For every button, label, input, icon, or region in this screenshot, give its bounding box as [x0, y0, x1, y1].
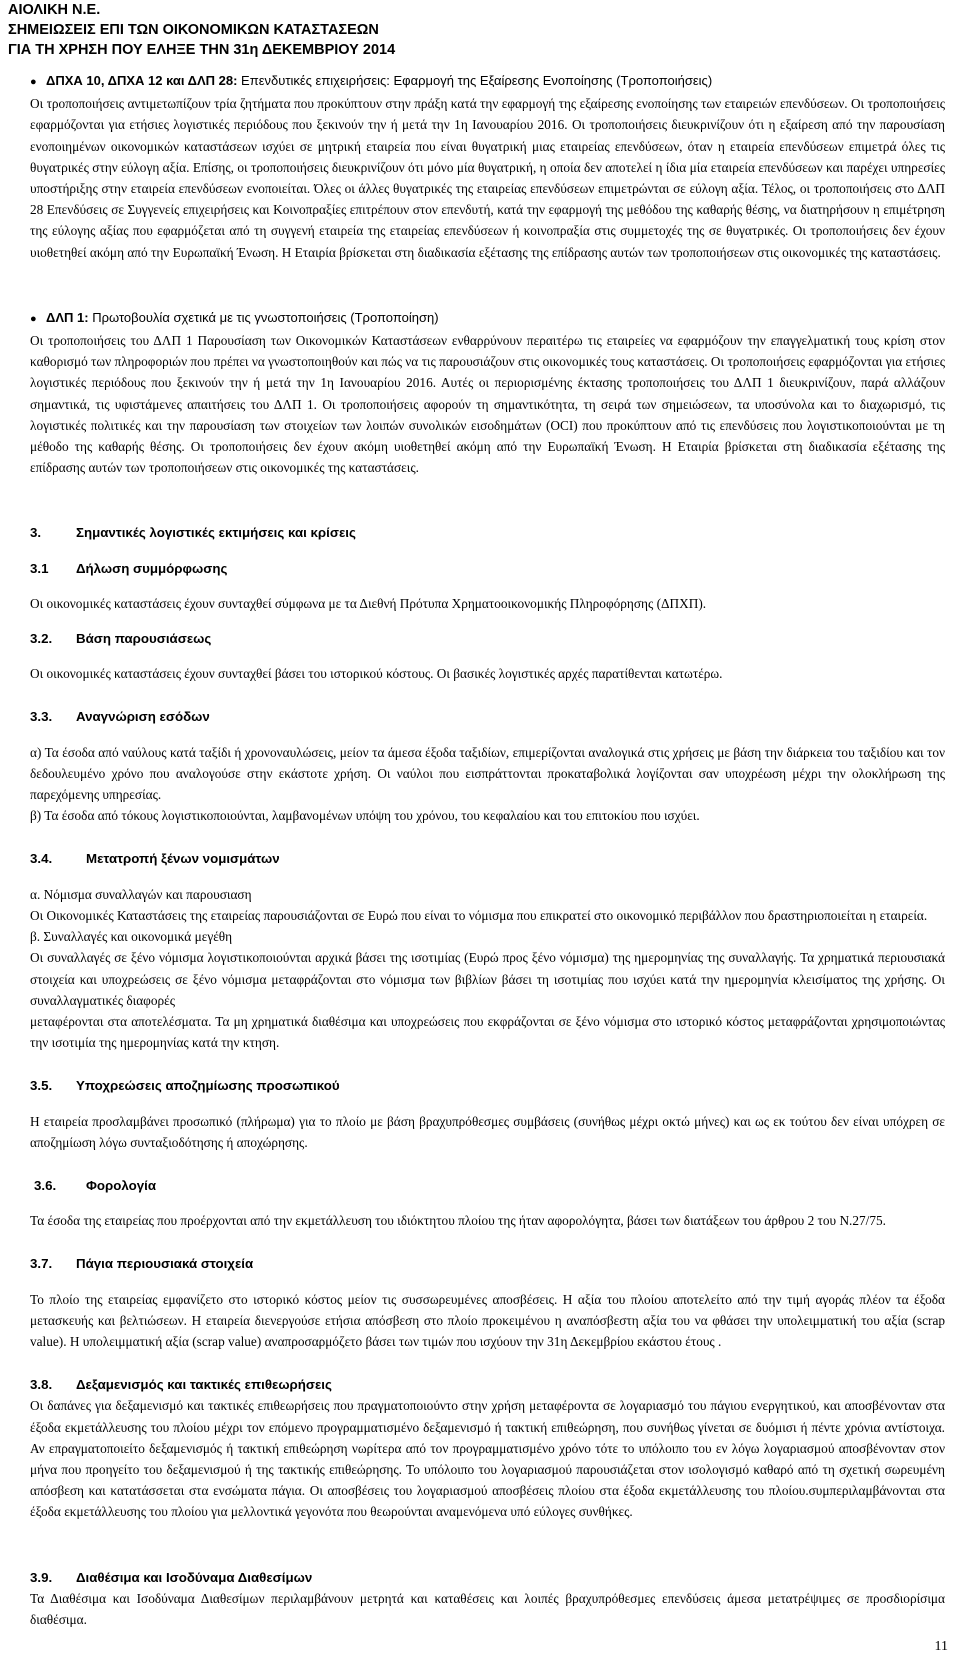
page-number: 11	[934, 1639, 948, 1654]
section-3-3-text-a: α) Τα έσοδα από ναύλους κατά ταξίδι ή χρονοναυλώσεις, μείον τα άμεσα έξοδα ταξιδίων, επιμερίζονται αναλογικά στις χρήσεις με βάση την διάρκεια του ταξιδίου και τον δεδουλευμένο χρόνο που αναλογούσε στην εκάστοτε χρήση. Οι ναύλοι που εισπράττονται προκαταβολικά λογίζονται σαν υποχρέωση μέχρι την ολοκλήρωση της παρεχόμενης υπηρεσίας.	[30, 744, 945, 803]
section-3-7-text: Το πλοίο της εταιρείας εμφανίζετο στο ιστορικό κόστος μείον τις συσσωρευμένες αποσβέσεις. Η αξία του πλοίου αποτελείτο από την τιμή αγοράς πλέον τα έξοδα μετασκευής και βελτιώσεων. Η εταιρεία διενεργούσε ετήσια απόσβεση στο πλοίο προκειμένου η αναπόσβεστη αξία του να φθάσει την υπολειμματική του αξία (scrap value). Η υπολειμματική αξία (scrap value) αναπροσαρμόζετο βάσει των τιμών που ισχύουν την 31η Δεκεμβρίου εκάστου έτους .	[30, 1291, 945, 1349]
section-3-4-sub-a: α. Νόμισμα συναλλαγών και παρουσιαση	[30, 886, 252, 902]
section-3-7-heading: 3.7. Πάγια περιουσιακά στοιχεία	[30, 1256, 254, 1272]
header-title: ΣΗΜΕΙΩΣΕΙΣ ΕΠΙ ΤΩΝ ΟΙΚΟΝΟΜΙΚΩΝ ΚΑΤΑΣΤΑΣΕΩΝ	[8, 22, 379, 38]
section-3-4-text-a: Οι Οικονομικές Καταστάσεις της εταιρείας παρουσιάζονται σε Ευρώ που είναι το νόμισμα που επικρατεί στο οικονομικό περιβάλλον που δραστηριοποιείται η εταιρεία.	[30, 907, 928, 923]
section-3-4-text-b: Οι συναλλαγές σε ξένο νόμισμα λογιστικοποιούνται αρχικά βάσει της ισοτιμίας (Ευρώ προς ξένο νόμισμα) της ημερομηνίας της συναλλαγής. Τα χρηματικά περιουσιακά στοιχεία και υποχρεώσεις σε ξένο νόμισμα μεταφράζονται στο νόμισμα των βιβλίων βάσει τη ισοτιμίας που ισχύει κατά την ημερομηνία κλεισίματος της χρήσης. Οι συναλλαγματικές διαφορές	[30, 950, 945, 1008]
company-name: ΑΙΟΛΙΚΗ Ν.Ε.	[8, 2, 101, 18]
bullet-icon: ●	[30, 312, 37, 325]
section-3-6-text: Τα έσοδα της εταιρείας που προέρχονται από την εκμετάλλευση του ιδιόκτητου πλοίου της ήταν αφορολόγητα, βάσει των διατάξεων του άρθρου 2 του Ν.27/75.	[30, 1213, 886, 1229]
section-3-4-heading: 3.4. Μετατροπή ξένων νομισμάτων	[30, 851, 280, 867]
bullet-ifrs10-text: Οι τροποποιήσεις αντιμετωπίζουν τρία ζητήματα που προκύπτουν στην πράξη κατά την εφαρμογή της εξαίρεσης ενοποίησης των εταιρειών επενδύσεων. Οι τροποποιήσεις εφαρμόζονται για ετήσιες λογιστικές περιόδους που ξεκινούν την ή μετά την 1η Ιανουαρίου 2016. Οι τροποποιήσεις διευκρινίζουν ότι η εξαίρεση από την παρουσίαση ενοποιημένων οικονομικών καταστάσεων ισχύει σε μητρική εταιρεία που είναι θυγατρική μιας εταιρείας επενδύσεων, όταν η εταιρεία επενδύσεων επιμετρά όλες τις θυγατρικές στην εύλογη αξία. Επίσης, οι τροποποιήσεις διευκρινίζουν ότι μόνο μία θυγατρική, η οποία δεν αποτελεί η ίδια μία εταιρεία επενδύσεων και παρέχει υπηρεσίες υποστήριξης στην εταιρεία επενδύσεων ενοποιείται. Όλες οι άλλες θυγατρικές της εταιρείας επενδύσεων επιμετρώνται σε εύλογη αξία. Τέλος, οι τροποποιήσεις στο ΔΛΠ 28 Επενδύσεις σε Συγγενείς επιχειρήσεις και Κοινοπραξίες επιτρέπουν στον επενδυτή, κατά την εφαρμογή της μεθόδου της καθαρής θέσης, να διατηρήσουν η επιμέτρηση της εύλογης αξίας που εφαρμόζεται από τη συγγενή εταιρεία της εταιρείας επενδύσεων ή κοινοπραξία στις συμμετοχές της σε θυγατρικές. Οι τροποποιήσεις δεν έχουν υιοθετηθεί ακόμη από την Ευρωπαϊκή Ένωση. Η Εταιρία βρίσκεται στη διαδικασία εξέτασης της επίδρασης αυτών των τροποποιήσεων στις οικονομικές της καταστάσεις.	[30, 96, 945, 260]
section-3-3-text-b: β) Τα έσοδα από τόκους λογιστικοποιούνται, λαμβανομένων υπόψη του χρόνου, του κεφαλαίου και του επιτοκίου που ισχύει.	[30, 808, 700, 824]
bullet-ias1-heading: ● ΔΛΠ 1: Πρωτοβουλία σχετικά με τις γνωστοποιήσεις (Τροποποίηση)	[30, 307, 945, 330]
document-body	[30, 70, 945, 1630]
bullet-ifrs10-heading: ● ΔΠΧΑ 10, ΔΠΧΑ 12 και ΔΛΠ 28: Επενδυτικές επιχειρήσεις: Εφαρμογή της Εξαίρεσης Ενοποίησης (Τροποποιήσεις)	[30, 70, 945, 93]
section-3-heading: 3. Σημαντικές λογιστικές εκτιμήσεις και κρίσεις	[30, 525, 356, 541]
section-3-2-text: Οι οικονομικές καταστάσεις έχουν συνταχθεί βάσει του ιστορικού κόστους. Οι βασικές λογιστικές αρχές παρατίθενται κατωτέρω.	[30, 666, 723, 682]
section-3-4-text-c: μεταφέρονται στα αποτελέσματα. Τα μη χρηματικά διαθέσιμα και υποχρεώσεις που εκφράζονται σε ξένο νόμισμα στο ιστορικό κόστος μεταφράζονται χρησιμοποιώντας την ισοτιμία της ημερομηνίας κατά την κτηση.	[30, 1013, 945, 1051]
section-3-6-heading: 3.6. Φορολογία	[34, 1177, 157, 1193]
section-3-5-text: Η εταιρεία προσλαμβάνει προσωπικό (πλήρωμα) για το πλοίο με βάση βραχυπρόθεσμες συμβάσεις (συνήθως μέχρι οκτώ μήνες) και ως εκ τούτου δεν είναι υπόχρεη σε αποζημίωση λόγω συνταξιοδότησης ή αποχώρησης.	[30, 1113, 945, 1150]
section-3-9-text: Τα Διαθέσιμα και Ισοδύναμα Διαθεσίμων περιλαμβάνουν μετρητά και καταθέσεις και λοιπές βραχυπρόθεσμες επενδύσεις άμεσα μετατρέψιμες σε προσδιορίσιμα διαθέσιμα.	[30, 1590, 945, 1627]
section-3-9-heading: 3.9. Διαθέσιμα και Ισοδύναμα Διαθεσίμων	[30, 1569, 313, 1585]
section-3-2-heading: 3.2. Βάση παρουσιάσεως	[30, 631, 212, 647]
section-3-1-text: Οι οικονομικές καταστάσεις έχουν συνταχθεί σύμφωνα με τα Διεθνή Πρότυπα Χρηματοοικονομικής Πληροφόρησης (ΔΠΧΠ).	[30, 595, 707, 611]
bullet-icon: ●	[30, 76, 37, 88]
section-3-1-heading: 3.1 Δήλωση συμμόρφωσης	[30, 560, 228, 576]
header-period: ΓΙΑ ΤΗ ΧΡΗΣΗ ΠΟΥ ΕΛΗΞΕ ΤΗΝ 31η ΔΕΚΕΜΒΡΙΟΥ 2014	[8, 42, 396, 58]
page-header	[8, 0, 948, 60]
section-3-5-heading: 3.5. Υποχρεώσεις αποζημίωσης προσωπικού	[30, 1078, 340, 1094]
section-3-8-heading: 3.8. Δεξαμενισμός και τακτικές επιθεωρήσεις	[30, 1377, 332, 1393]
section-3-8-text: Οι δαπάνες για δεξαμενισμό και τακτικές επιθεωρήσεις που πραγματοποιούντο στην χρήση μεταφέροντα σε λογαριασμό του πάγιου ενεργητικού, και αποσβένονταν στα έξοδα εκμετάλλευσης του πλοίου μέχρι τον επόμενο προγραμματισμένο δεξαμενισμό ή τακτική επιθεώρηση, που συνήθως γίνεται σε δυόμισι ή πέντε χρόνια αντίστοιχα. Αν επραγματοποιείτο δεξαμενισμός ή τακτική επιθεώρηση νωρίτερα από τον προγραμματισμένο χρόνο τότε το υπόλοιπο του εν λόγω λογαριασμού αποσβένονταν στον μήνα που προηγείτο του δεξαμενισμού ή της τακτικής επιθεώρησης. Το υπόλοιπο του λογαριασμού παρουσιάζεται στον ισολογισμό καθαρό από τη σχετική σωρευμένη απόσβεση και κατατάσσεται στα ενσώματα πάγια. Οι αποσβέσεις του λογαριασμού αποσβέσεις πλοίου στα έξοδα εκμετάλλευσης του πλοίου.συμπεριλαμβάνονται στα έξοδα εκμετάλλευσης του πλοίου για μελλοντικά γεγονότα που θεωρούνται αναμενόμενα υπό εύλογες συνθήκες.	[30, 1398, 945, 1520]
section-3-4-sub-b: β. Συναλλαγές και οικονομικά μεγέθη	[30, 929, 233, 945]
bullet-ias1-text: Οι τροποποιήσεις του ΔΛΠ 1 Παρουσίαση των Οικονομικών Καταστάσεων ενθαρρύνουν περαιτέρω τις εταιρείες να εφαρμόζουν την επαγγελματική τους κρίση στον καθορισμό των πληροφοριών που πρέπει να γνωστοποιηθούν και πώς να τις παρουσιάζουν στις οικονομικές τους καταστάσεις. Οι τροποποιήσεις εφαρμόζονται για ετήσιες λογιστικές περιόδους που ξεκινούν την ή μετά την 1η Ιανουαρίου 2016. Αυτές οι περιορισμένης έκτασης τροποποιήσεις του ΔΛΠ 1 διευκρινίζουν, παρά αλλάζουν σημαντικά, τις υφιστάμενες απαιτήσεις του ΔΛΠ 1. Οι τροποποιήσεις αφορούν τη σημαντικότητα, τη σειρά των σημειώσεων, τα υποσύνολα και το διαχωρισμό, τις λογιστικές πολιτικές και την παρουσίαση των στοιχείων των λοιπών συνολικών εισοδημάτων (OCI) που προκύπτουν από τις επενδύσεις που λογιστικοποιούνται με τη μέθοδο της καθαρής θέσης. Οι τροποποιήσεις δεν έχουν ακόμη υιοθετηθεί ακόμη από την Ευρωπαϊκή Ένωση. Η Εταιρία βρίσκεται στη διαδικασία εξέτασης της επίδρασης αυτών των τροποποιήσεων στις οικονομικές της καταστάσεις.	[30, 333, 945, 476]
section-3-3-heading: 3.3. Αναγνώριση εσόδων	[30, 709, 210, 725]
